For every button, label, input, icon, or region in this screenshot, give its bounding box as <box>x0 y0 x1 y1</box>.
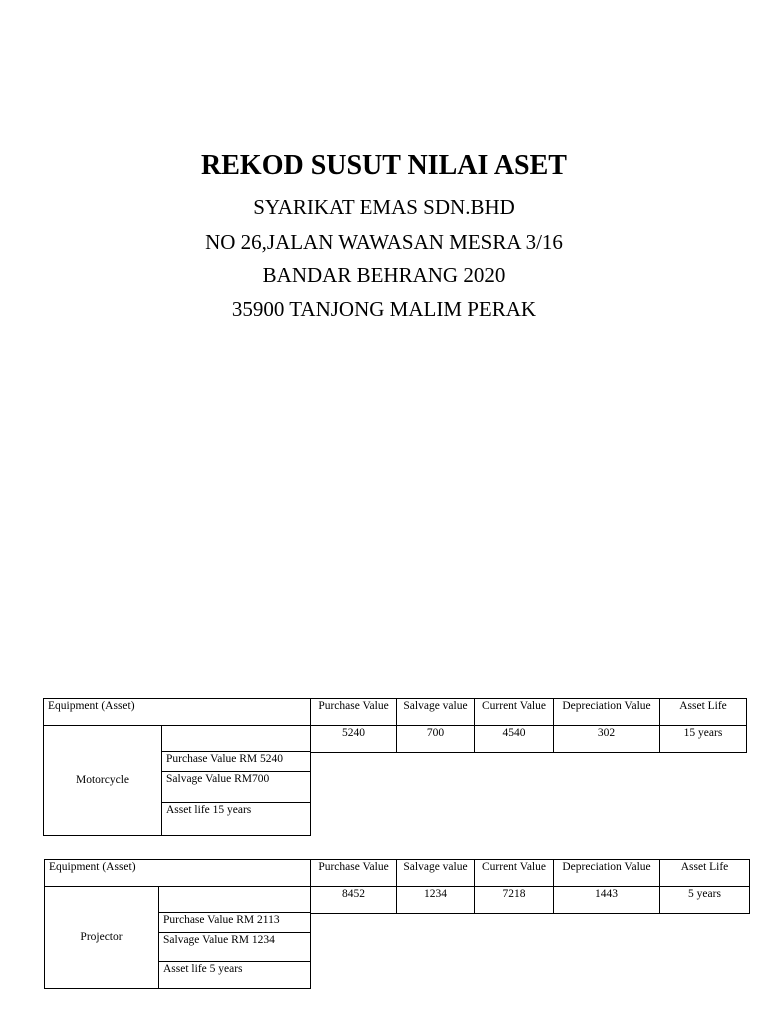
header-current-value: Current Value <box>474 698 554 726</box>
value-purchase: 5240 <box>310 725 397 753</box>
header-asset-life: Asset Life <box>659 859 750 887</box>
header-purchase-value: Purchase Value <box>310 859 397 887</box>
address-line-3: 35900 TANJONG MALIM PERAK <box>231 297 537 321</box>
asset-blank-cell <box>161 725 311 752</box>
header-purchase-value: Purchase Value <box>310 698 397 726</box>
value-current: 4540 <box>474 725 554 753</box>
header-depreciation-value: Depreciation Value <box>553 698 660 726</box>
header-equipment: Equipment (Asset) <box>43 698 311 726</box>
header-depreciation-value: Depreciation Value <box>553 859 660 887</box>
value-depreciation: 1443 <box>553 886 660 914</box>
value-depreciation: 302 <box>553 725 660 753</box>
value-purchase: 8452 <box>310 886 397 914</box>
asset-name: Motorcycle <box>43 725 162 836</box>
detail-salvage-value: Salvage Value RM700 <box>161 771 311 803</box>
detail-asset-life: Asset life 5 years <box>158 961 311 989</box>
detail-purchase-value: Purchase Value RM 5240 <box>161 751 311 772</box>
value-current: 7218 <box>474 886 554 914</box>
value-asset-life: 5 years <box>659 886 750 914</box>
header-equipment: Equipment (Asset) <box>44 859 311 887</box>
address-line-2: BANDAR BEHRANG 2020 <box>262 263 506 287</box>
asset-name: Projector <box>44 886 159 989</box>
detail-salvage-value: Salvage Value RM 1234 <box>158 932 311 962</box>
header-salvage-value: Salvage value <box>396 698 475 726</box>
company-name: SYARIKAT EMAS SDN.BHD <box>253 195 515 219</box>
value-salvage: 700 <box>396 725 475 753</box>
value-salvage: 1234 <box>396 886 475 914</box>
header-asset-life: Asset Life <box>659 698 747 726</box>
value-asset-life: 15 years <box>659 725 747 753</box>
asset-blank-cell <box>158 886 311 913</box>
header-salvage-value: Salvage value <box>396 859 475 887</box>
detail-purchase-value: Purchase Value RM 2113 <box>158 912 311 933</box>
detail-asset-life: Asset life 15 years <box>161 802 311 836</box>
address-line-1: NO 26,JALAN WAWASAN MESRA 3/16 <box>205 230 563 254</box>
header-current-value: Current Value <box>474 859 554 887</box>
document-title: REKOD SUSUT NILAI ASET <box>201 150 567 181</box>
